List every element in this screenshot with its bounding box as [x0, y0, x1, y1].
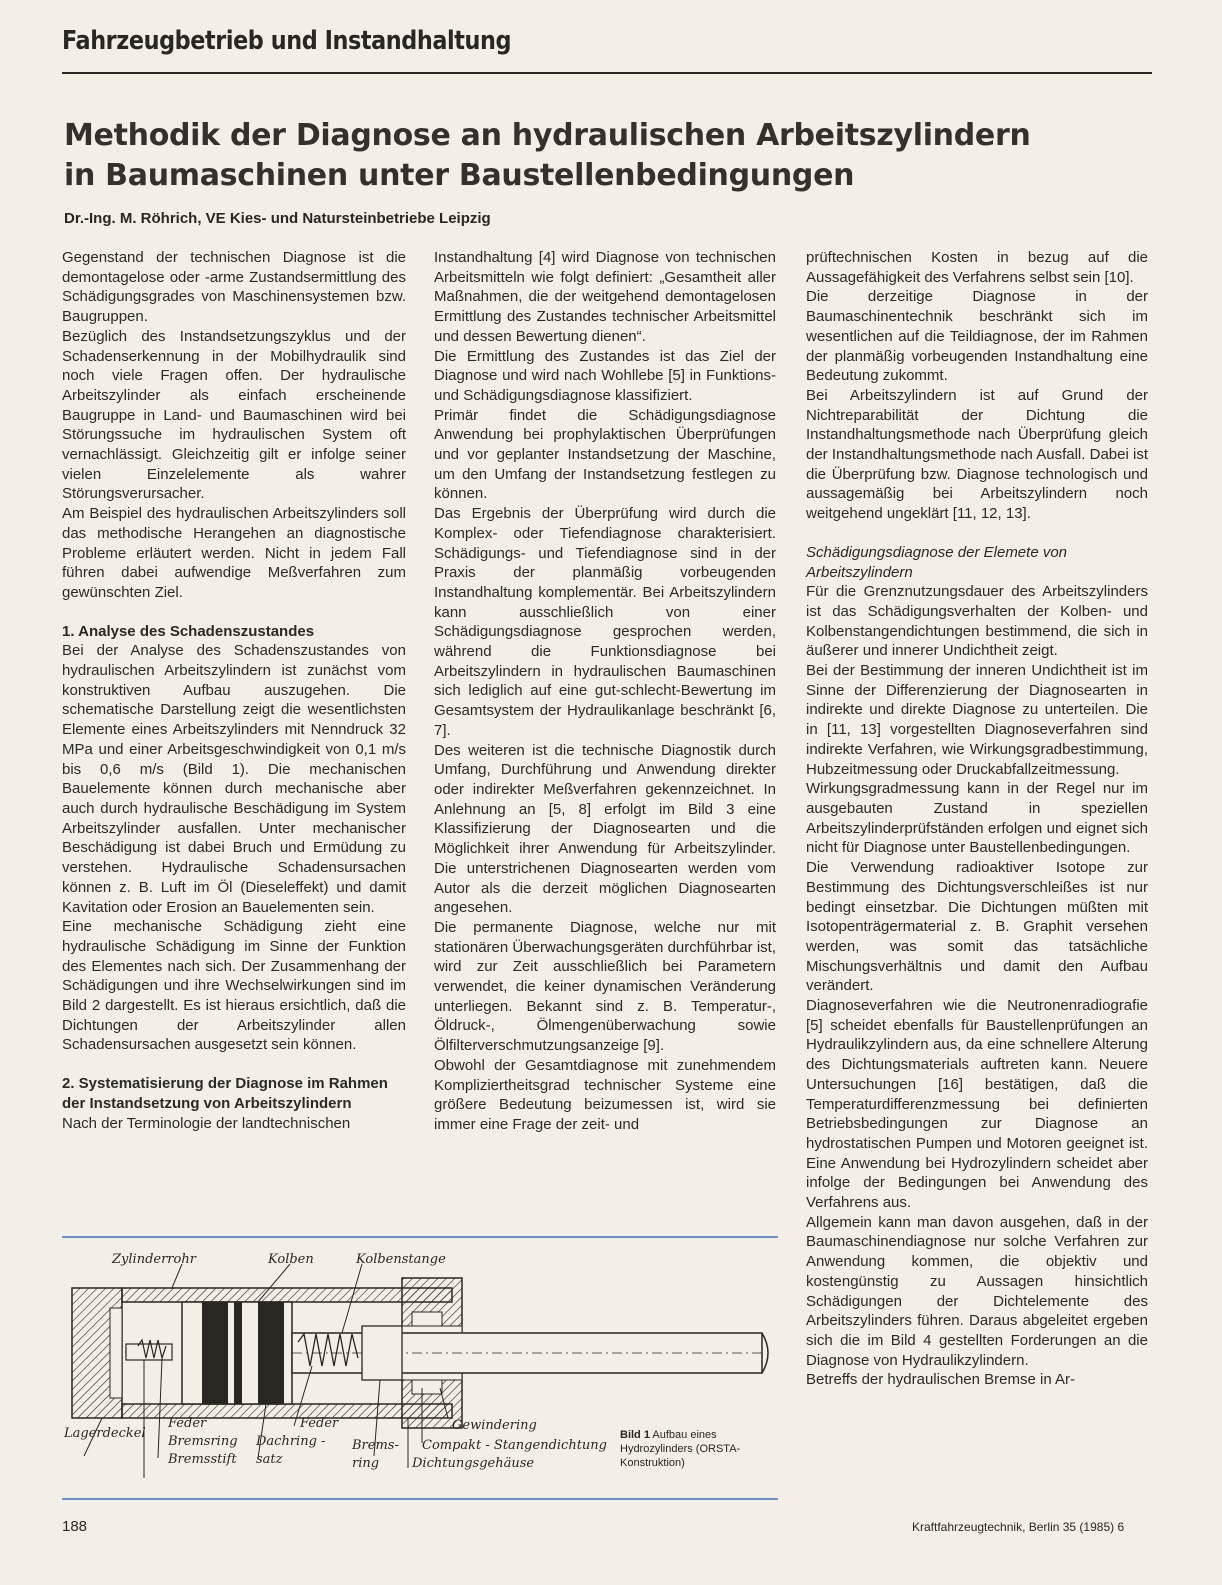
paragraph: Obwohl der Gesamtdiagnose mit zunehmendem Kompliziertheitsgrad technischer Systeme eine größere Bedeutung beizumessen ist, wird sie immer eine Frage der zeit- und [434, 1056, 776, 1133]
paragraph: Instandhaltung [4] wird Diagnose von technischen Arbeitsmitteln wie folgt definiert: „Gesamtheit aller Maßnahmen, die der weitgehend demontagelosen Ermittlung des Zustandes technischer Arbeitsmittel und dessen Bewertung dienen“. [434, 249, 776, 345]
label-brems-1: Brems- [352, 1438, 399, 1453]
label-dachring-1: Dachring - [256, 1434, 326, 1449]
section-header [62, 26, 1152, 74]
label-dichtungsgehaeuse: Dichtungsgehäuse [412, 1456, 535, 1471]
text-column-1 [62, 248, 406, 1133]
paragraph: Gegenstand der technischen Diagnose ist die demontagelose oder -arme Zustandsermittlung des Schädigungsgrades von Maschinensystemen bzw. Baugruppen. [62, 249, 406, 326]
label-kolben: Kolben [268, 1252, 314, 1267]
journal-citation: Kraftfahrzeugtechnik, Berlin 35 (1985) 6 [912, 1520, 1125, 1534]
paragraph: Bei der Analyse des Schadenszustandes von hydraulischen Arbeitszylindern ist zunächst vom konstruktiven Aufbau auszugehen. Die schematische Darstellung zeigt die wesentlichsten Elemente eines Arbeitszylinders mit Nenndruck 32 MPa und einer Arbeitsgeschwindigkeit von 0,1 m/s bis 0,6 m/s (Bild 1). Die mechanischen Bauelemente können durch mechanische aber auch durch hydraulische Beschädigung im System Arbeitszylinder ausfallen. Unter mechanischer Beschädigung ist dabei Bruch und Ermüdung zu verstehen. Hydraulische Schadensursachen können z. B. Luft im Öl (Dieseleffekt) und damit Kavitation oder Erosion an Bauelementen sein. [62, 642, 406, 916]
paragraph: Die derzeitige Diagnose in der Baumaschinentechnik beschränkt sich im wesentlichen auf die Teildiagnose, der im Rahmen der planmäßig vorbeugenden Instandhaltung eine Bedeutung zukommt. [806, 288, 1148, 385]
paragraph: Primär findet die Schädigungsdiagnose Anwendung bei prophylaktischen Überprüfungen und vor geplanter Instandsetzung der Maschine, um den Umfang der Instandsetzung festlegen zu können. [434, 406, 776, 503]
text-column-3 [806, 248, 1148, 1390]
paragraph: Bezüglich des Instandsetzungszyklus und der Schadenserkennung in der Mobilhydraulik sind noch viele Fragen offen. Der hydraulische Arbeitszylinder als einfach erscheinende Baugruppe in Land- und Baumaschinen wird bei Störungssuche im hydraulischen System oft vernachlässigt. Gleichzeitig gilt er infolge seiner vielen Einzelelemente als wahrer Störungsverursacher. [62, 327, 406, 503]
figure-1 [62, 1236, 778, 1500]
paragraph: Wirkungsgradmessung kann in der Regel nur im ausgebauten Zustand in speziellen Arbeitszylinderprüfständen erfolgen und eignet sich nicht für Diagnose unter Baustellenbedingungen. [806, 780, 1148, 857]
section-heading-1: 1. Analyse des Schadenszustandes [62, 622, 315, 640]
paragraph: Die permanente Diagnose, welche nur mit stationären Überwachungsgeräten durchführbar ist, wird zur Zeit ausschließlich bei Parametern verwendet, die keiner dynamischen Veränderung unterliegen. Bekannt sind z. B. Temperatur-, Öldruck-, Ölmengenüberwachung sowie Ölfilterverschmutzungsanzeige [9]. [434, 918, 776, 1055]
label-bremsstift: Bremsstift [168, 1452, 237, 1467]
paragraph: Des weiteren ist die technische Diagnostik durch Umfang, Durchführung und Anwendung direkter oder indirekter Meßverfahren gekennzeichnet. In Anlehnung an [5, 8] erfolgt im Bild 3 eine Klassifizierung der Diagnosearten und die Möglichkeit ihrer Anwendung für Arbeitszylinder. Die unterstrichenen Diagnosearten werden vom Autor als die derzeit möglichen Diagnosearten angesehen. [434, 741, 776, 917]
paragraph: Betreffs der hydraulischen Bremse in Ar- [806, 1371, 1076, 1389]
figure-caption [620, 1428, 770, 1470]
figure-caption-text: Aufbau eines Hydrozylinders (ORSTA-Konstruktion) [620, 1429, 741, 1469]
paragraph: Nach der Terminologie der landtechnischen [62, 1114, 351, 1132]
label-feder-1: Feder [168, 1416, 207, 1431]
section-title: Fahrzeugbetrieb und Instandhaltung [62, 26, 512, 56]
paragraph: Bei der Bestimmung der inneren Undichtheit ist im Sinne der Differenzierung der Diagnosearten in indirekte und direkte Diagnose zu unterteilen. Die in [11, 13] vorgestellten Diagnoseverfahren sind indirekte Verfahren, wie Wirkungsgradbestimmung, Hubzeitmessung oder Druckabfallzeitmessung. [806, 662, 1148, 778]
label-brems-2: ring [352, 1456, 380, 1471]
section-heading-2: 2. Systematisierung der Diagnose im Rahmen der Instandsetzung von Arbeitszylindern [62, 1075, 388, 1112]
paragraph: Für die Grenznutzungsdauer des Arbeitszylinders ist das Schädigungsverhalten der Kolben- und Kolbenstangendichtungen bestimmend, die sich in äußerer und innerer Undichtheit zeigt. [806, 583, 1148, 660]
label-bremsring-1: Bremsring [168, 1434, 238, 1449]
paragraph: Bei Arbeitszylindern ist auf Grund der Nichtreparabilität der Dichtung die Instandhaltungsmethode nach Überprüfung gleich der Instandhaltungsmethode nach Ausfall. Dabei ist die Überprüfung bzw. Diagnose technologisch und aussagemäßig bei Arbeitszylindern noch weitgehend ungeklärt [11, 12, 13]. [806, 386, 1148, 523]
brake-ring [362, 1326, 402, 1380]
article-title-line-2: in Baumaschinen unter Baustellenbedingungen [64, 158, 855, 193]
article-title [64, 116, 1124, 196]
paragraph: Eine mechanische Schädigung zieht eine hydraulische Schädigung im Sinne der Funktion des Elementes nach sich. Der Zusammenhang der Schädigungen und ihre Wechselwirkungen sind im Bild 2 dargestellt. Es ist hieraus ersichtlich, daß die Dichtungen der Arbeitszylinder allen Schadensursachen ausgesetzt sein können. [62, 918, 406, 1054]
article-author: Dr.-Ing. M. Röhrich, VE Kies- und Natursteinbetriebe Leipzig [64, 210, 491, 227]
paragraph: Das Ergebnis der Überprüfung wird durch die Komplex- oder Tiefendiagnose charakterisiert. Schädigungs- und Tiefendiagnose sind in der Praxis der planmäßig vorbeugenden Instandhaltung komplementär. Bei Arbeitszylindern kann ausschließlich von einer Schädigungsdiagnose gesprochen werden, während die Funktionsdiagnose bei Arbeitszylindern in hydraulischen Baumaschinen sich lediglich auf eine gut-schlecht-Bewertung im Gesamtsystem der Hydraulikanlage beschränkt [6, 7]. [434, 505, 776, 739]
page-number: 188 [62, 1518, 88, 1535]
text-column-2 [434, 248, 776, 1135]
piston-seal-pack [202, 1302, 228, 1404]
label-compakt-stangendichtung: Compakt - Stangendichtung [422, 1438, 607, 1453]
paragraph: Diagnoseverfahren wie die Neutronenradiografie [5] scheidet ebenfalls für Baustellenprüfungen an Hydraulikzylindern aus, da eine schnellere Alterung des Dichtungsmaterials auftreten kann. Neuere Untersuchungen [16] bestätigen, daß die Temperaturdifferenzmessung bei definierten Betriebsbedingungen zur Diagnose an hydrostatischen Pumpen und Motoren geeignet ist. Eine Anwendung bei Hydrozylindern scheidet aber infolge der Bedingungen bei Anwendung des Verfahrens aus. [806, 997, 1148, 1212]
label-dachring-2: satz [256, 1452, 283, 1467]
figure-caption-label: Bild 1 [620, 1429, 650, 1441]
label-gewindering: Gewindering [452, 1418, 537, 1433]
label-lagerdeckel: Lagerdeckel [64, 1426, 146, 1441]
article-title-line-1: Methodik der Diagnose an hydraulischen Arbeitszylindern [64, 118, 1031, 153]
paragraph: Die Ermittlung des Zustandes ist das Ziel der Diagnose und wird nach Wohllebe [5] in Funktions- und Schädigungsdiagnose klassifiziert. [434, 347, 776, 404]
label-feder-2: Feder [300, 1416, 339, 1431]
paragraph: Am Beispiel des hydraulischen Arbeitszylinders soll das methodische Herangehen an diagnostische Probleme erläutert werden. Nicht in jedem Fall führen dabei aufwendige Meßverfahren zum gewünschten Ziel. [62, 505, 406, 601]
paragraph: Die Verwendung radioaktiver Isotope zur Bestimmung des Dichtungsverschleißes ist nur bedingt einsetzbar. Die Dichtungen müßten mit Isotopenträgermaterial z. B. Graphit versehen werden, was somit das tatsächliche Mischungsverhältnis und damit den Aufbau verändert. [806, 859, 1148, 995]
subsection-heading: Schädigungsdiagnose der Elemete von Arbeitszylindern [806, 543, 1068, 581]
paragraph: prüftechnischen Kosten in bezug auf die Aussagefähigkeit des Verfahrens selbst sein [10]. [806, 249, 1148, 286]
label-zylinderrohr: Zylinderrohr [112, 1252, 196, 1267]
paragraph: Allgemein kann man davon ausgehen, daß in der Baumaschinendiagnose nur solche Verfahren zur Anwendung kommen, die objektiv und kostengünstig zu Aussagen hinsichtlich Schädigungen der Dichtelemente des Arbeitszylinders führen. Daraus abgeleitet ergeben sich die im Bild 4 gestellten Forderungen an die Diagnose von Hydraulikzylindern. [806, 1213, 1148, 1369]
label-kolbenstange: Kolbenstange [356, 1252, 446, 1267]
